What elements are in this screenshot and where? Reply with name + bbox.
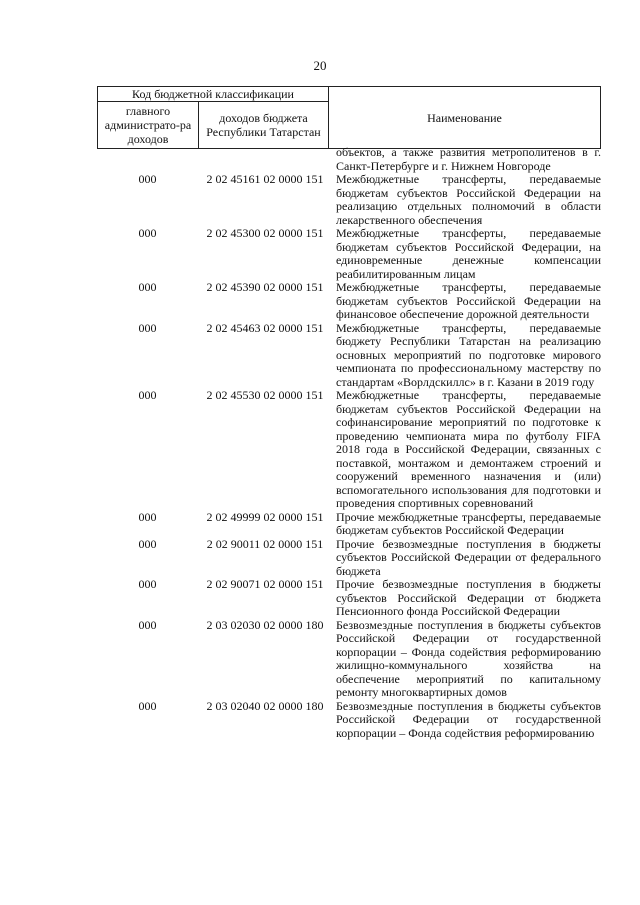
name-cell: Межбюджетные трансферты, передаваемые бюджетам субъектов Российской Федерации, на единовременные денежные компенсации реабилитированным лицам [336,226,601,281]
name-cell: Прочие безвозмездные поступления в бюджеты субъектов Российской Федерации от бюджета Пенсионного фонда Российской Федерации [336,577,601,618]
code-group-header: Код бюджетной классификации [98,87,329,102]
table-row [97,538,600,579]
admin-code-cell: 000 [138,698,157,713]
income-column-header: доходов бюджета Республики Татарстан [199,102,329,149]
name-cell: Межбюджетные трансферты, передаваемые бюджетам субъектов Российской Федерации на реализацию отдельных полномочий в области лекарственного обеспечения [336,172,601,227]
name-cell: объектов, а также развития метрополитенов в г. Санкт-Петербурге и г. Нижнем Новгороде [336,145,601,173]
admin-code-cell: 000 [138,172,157,186]
admin-code-cell: 000 [138,280,157,294]
table-row [97,281,600,322]
admin-code-cell: 000 [138,388,157,402]
income-code-cell: 2 02 90071 02 0000 151 [206,577,324,591]
table-row [97,322,600,390]
name-cell: Прочие межбюджетные трансферты, передаваемые бюджетам субъектов Российской Федерации [336,509,601,537]
table-row [97,173,600,227]
page-number: 20 [313,58,327,73]
income-code-cell: 2 02 45161 02 0000 151 [206,172,324,186]
table-row [97,578,600,619]
name-cell: Межбюджетные трансферты, передаваемые бюджету Республики Татарстан на реализацию основных мероприятий по подготовке мирового чемпионата по профессиональному мастерству по стандартам «Ворлдскиллс» в г. Казани в 2019 году [336,320,601,389]
table-row [97,700,600,741]
admin-code-cell: 000 [138,536,157,551]
admin-code-cell: 000 [138,509,157,524]
table-row [97,389,600,511]
name-column-header: Наименование [329,87,601,149]
admin-column-header: главного администрато-ра доходов [98,102,199,149]
name-cell: Прочие безвозмездные поступления в бюджеты субъектов Российской Федерации от федерального бюджета [336,536,601,578]
income-code-cell: 2 02 45530 02 0000 151 [206,388,324,402]
name-cell: Межбюджетные трансферты, передаваемые бюджетам субъектов Российской Федерации на финансовое обеспечение дорожной деятельности [336,280,601,321]
name-cell: Безвозмездные поступления в бюджеты субъектов Российской Федерации от государственной корпорации – Фонда содействия реформированию жилищно-коммунального хозяйства на обеспечение мероприятий по капитальному ремонту многоквартирных домов [336,617,601,699]
admin-code-cell: 000 [138,320,157,335]
admin-code-cell: 000 [138,577,157,591]
table-header [97,86,601,149]
table-row [97,511,600,538]
name-cell: Межбюджетные трансферты, передаваемые бюджетам субъектов Российской Федерации на софинансирование мероприятий по подготовке к проведению чемпионата мира по футболу FIFA 2018 года в Российской Федерации, связанных с поставкой, монтажом и демонтажем строений и сооружений временного назначения и (или) вспомогательного использования для подготовки и проведения спортивных соревнований [336,388,601,510]
income-code-cell: 2 02 45390 02 0000 151 [206,280,324,294]
table-row [97,619,600,700]
table-row [97,146,600,173]
table-row [97,227,600,281]
income-code-cell: 2 02 45463 02 0000 151 [206,320,324,335]
income-code-cell: 2 02 45300 02 0000 151 [206,226,324,240]
income-code-cell: 2 02 90011 02 0000 151 [206,536,324,551]
income-code-cell: 2 03 02030 02 0000 180 [206,617,324,632]
income-code-cell: 2 03 02040 02 0000 180 [206,698,324,713]
table-body [97,146,600,740]
name-cell: Безвозмездные поступления в бюджеты субъектов Российской Федерации от государственной корпорации – Фонда содействия реформированию [336,698,601,740]
income-code-cell: 2 02 49999 02 0000 151 [206,509,324,524]
admin-code-cell: 000 [138,617,157,632]
admin-code-cell: 000 [138,226,157,240]
